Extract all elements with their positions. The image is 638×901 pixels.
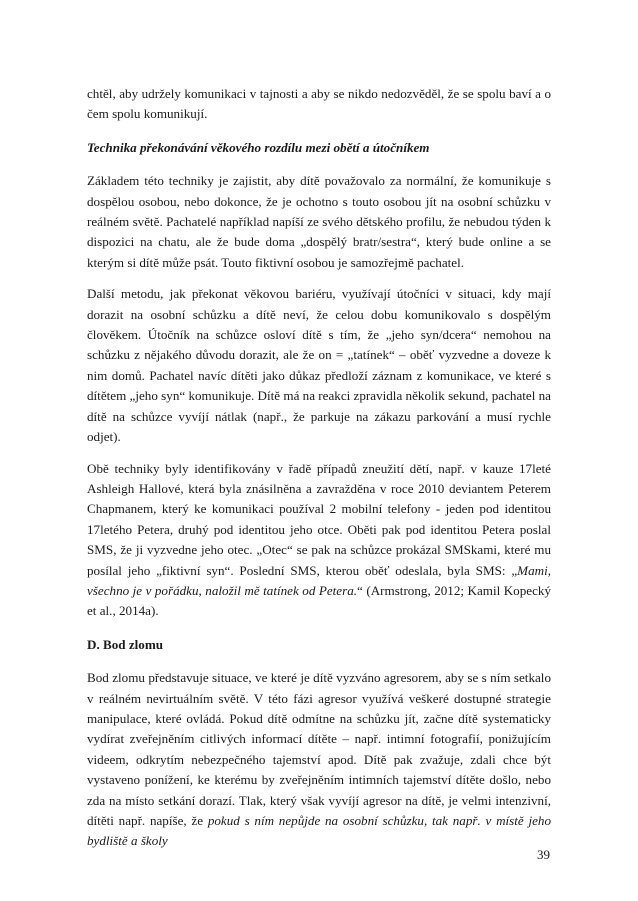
paragraph-technique-basis: Základem této techniky je zajistit, aby dítě považovalo za normální, že komunikuje s dospělou osobou, nebo dokonce, že je ochotno s touto osobou jít na osobní schůzku v reálném světě. Pachatelé například napíší ze svého dětského profilu, že nebudou týden k dispozici na chatu, ale že bude doma „dospělý bratr/sestra“, který bude online a se kterým si dítě může psát. Touto fiktivní osobou je samozřejmě pachatel. <box>87 173 551 270</box>
paragraph-second-method: Další metodu, jak překonat věkovou bariéru, využívají útočníci v situaci, kdy mají dorazit na osobní schůzku a dítě neví, že celou dobu komunikovalo s dospělým člověkem. Útočník na schůzce osloví dítě s tím, že „jeho syn/dcera“ nemohou na schůzku z nějakého důvodu dorazit, ale že on = „tatínek“ – oběť vyzvedne a doveze k nim domů. Pachatel navíc dítěti jako důkaz předloží záznam z komunikace, ve které s dítětem „jeho syn“ komunikuje. Dítě má na reakci zpravidla několik sekund, pachatel na dítě na schůzce vyvíjí nátlak (např., že parkuje na zákazu parkování a musí rychle odjet). <box>87 286 551 445</box>
case-sms-quote: Mami, všechno je v pořádku, naložil mě tatínek od Petera. <box>87 562 551 598</box>
paragraph-breaking-point <box>87 668 551 852</box>
document-page <box>87 84 551 852</box>
paragraph-continuation: chtěl, aby udržely komunikaci v tajnosti a aby se nikdo nedozvěděl, že se spolu baví a o čem spolu komunikují. <box>87 86 551 122</box>
case-text-end: “ (Armstrong, 2012; Kamil Kopecký et al., 2014a). <box>87 582 551 619</box>
paragraph-case-example <box>87 459 551 622</box>
section-heading-age-gap: Technika překonávání věkového rozdílu mezi obětí a útočníkem <box>87 139 430 155</box>
breaking-point-text: Bod zlomu představuje situace, ve které je dítě vyzváno agresorem, aby se s ním setkalo v reálném nevirtuálním světě. V této fázi agresor využívá veškeré dostupné strategie manipulace, které ovládá. Pokud dítě odmítne na schůzku jít, začne dítě systematicky vydírat zveřejněním citlivých informací dítěte – např. intimní fotografií, ponižujícím videem, odkrytím nebezpečného tajemství apod. Dítě pak zvažuje, zdali chce být vystaveno ponížení, ke kterému by zveřejněním intimních tajemství dítěte došlo, nebo zda na místo setkání dorazí. Tlak, který však vyvíjí agresor na dítě, je velmi intenzivní, dítěti např. napíše, že <box>87 670 551 828</box>
page-number: 39 <box>537 847 550 862</box>
section-heading-breaking-point: D. Bod zlomu <box>87 636 164 652</box>
case-text-start: Obě techniky byly identifikovány v řadě případů zneužití dětí, např. v kauze 17leté Ashleigh Hallové, která byla znásilněna a zavražděna v roce 2010 deviantem Peterem Chapmanem, který ke komunikaci používal 2 mobilní telefony - jeden pod identitou 17letého Petera, druhý pod identitou jeho otce. Oběti pak pod identitou Petera poslal SMS, že ji vyzvedne jeho otec. „Otec“ se pak na schůzce prokázal SMSkami, které mu posílal jeho „fiktivní syn“. Poslední SMS, kterou oběť odeslala, byla SMS: „ <box>87 460 551 578</box>
breaking-point-quote: pokud s ním nepůjde na osobní schůzku, tak např. v místě jeho bydliště a školy <box>87 813 552 849</box>
